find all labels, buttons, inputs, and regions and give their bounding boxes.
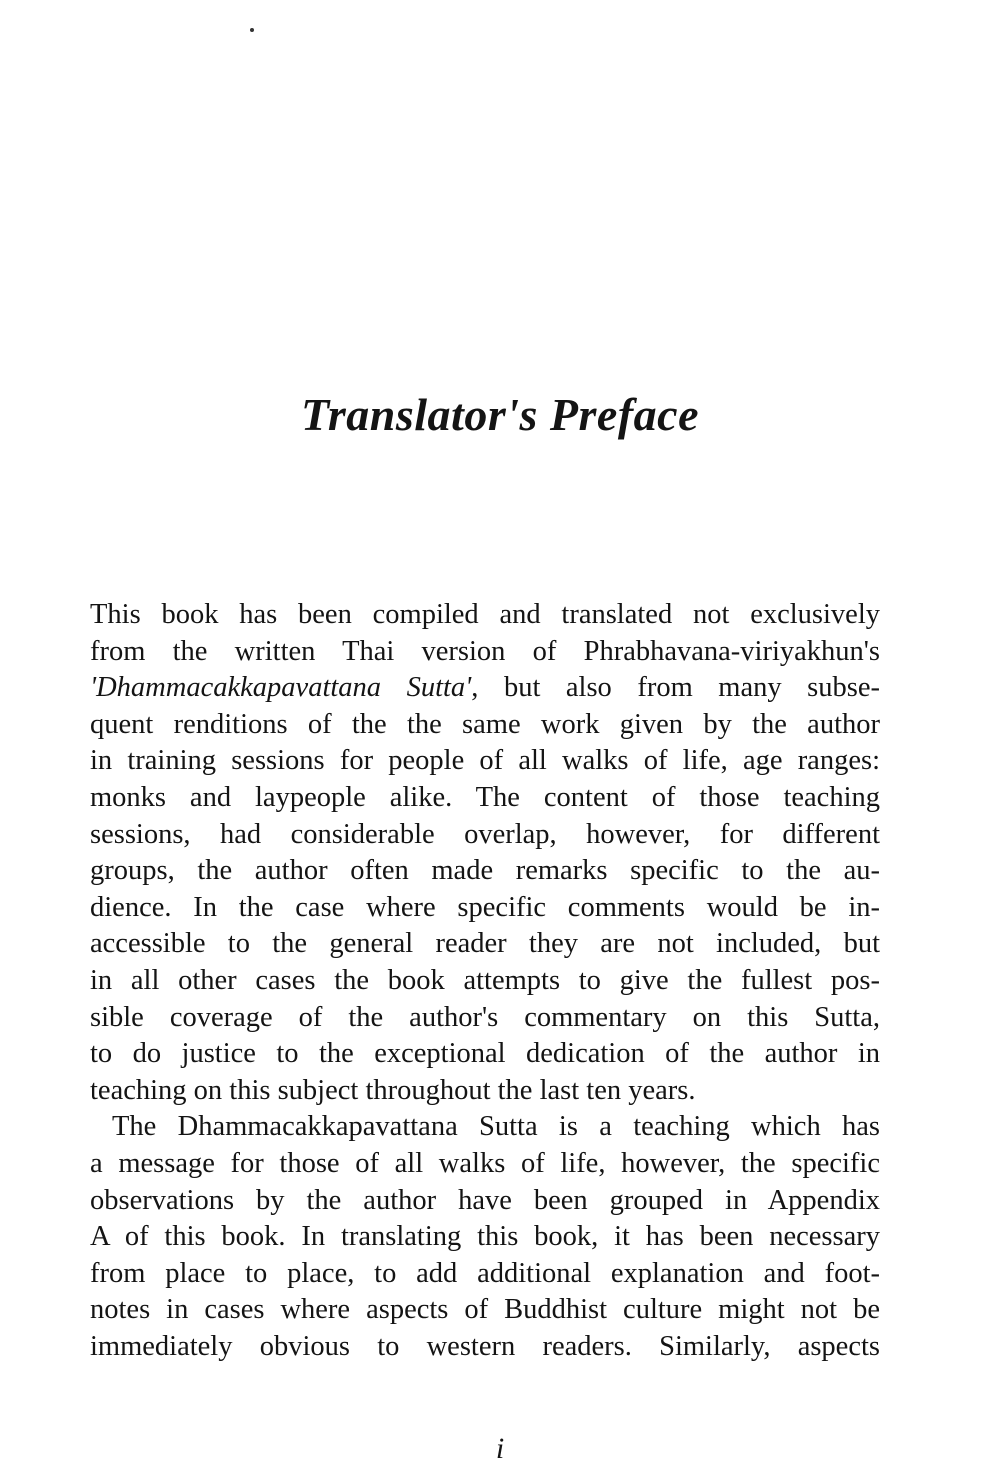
- paragraph-2-line: notes in cases where aspects of Buddhist culture might not be: [90, 1294, 880, 1326]
- body-text: [90, 597, 880, 1365]
- paragraph-2-line: A of this book. In translating this book, it has been necessary: [90, 1221, 880, 1253]
- paragraph-1-line: monks and laypeople alike. The content of those teaching: [90, 781, 880, 813]
- paragraph-1-line: in training sessions for people of all walks of life, age ranges:: [90, 745, 880, 777]
- line-continuation: , but also from many subse-: [471, 672, 880, 704]
- paragraph-1-line: teaching on this subject throughout the last ten years.: [90, 1074, 696, 1106]
- page-number: i: [495, 1432, 505, 1465]
- paragraph-1-line: accessible to the general reader they are not included, but: [90, 928, 880, 960]
- paragraph-2-line: observations by the author have been grouped in Appendix: [90, 1184, 880, 1216]
- paragraph-2-line: from place to place, to add additional explanation and foot-: [90, 1257, 880, 1289]
- paragraph-1-line: to do justice to the exceptional dedication of the author in: [90, 1038, 880, 1070]
- paragraph-1-line-italic: [90, 670, 880, 707]
- paragraph-1-line: groups, the author often made remarks specific to the au-: [90, 855, 880, 887]
- sutta-title-italic: 'Dhammacakkapavattana Sutta': [90, 672, 472, 704]
- page-title: [0, 388, 1000, 441]
- print-speck: [250, 28, 254, 32]
- paragraph-1-line: quent renditions of the the same work given by the author: [90, 708, 880, 740]
- paragraph-1-line: This book has been compiled and translated not exclusively: [90, 599, 880, 630]
- title-text: Translator's Preface: [301, 389, 699, 440]
- paragraph-1-line: in all other cases the book attempts to give the fullest pos-: [90, 964, 880, 996]
- paragraph-1-line: sessions, had considerable overlap, however, for different: [90, 818, 880, 850]
- paragraph-2-line: The Dhammacakkapavattana Sutta is a teaching which has: [112, 1111, 880, 1143]
- paragraph-1-line: dience. In the case where specific comments would be in-: [90, 891, 880, 923]
- paragraph-2-line: a message for those of all walks of life, however, the specific: [90, 1147, 880, 1179]
- paragraph-1-line: from the written Thai version of Phrabhavana-viriyakhun's: [90, 635, 880, 667]
- paragraph-2-line: immediately obvious to western readers. Similarly, aspects: [90, 1330, 880, 1362]
- paragraph-1-line: sible coverage of the author's commentary on this Sutta,: [90, 1001, 880, 1033]
